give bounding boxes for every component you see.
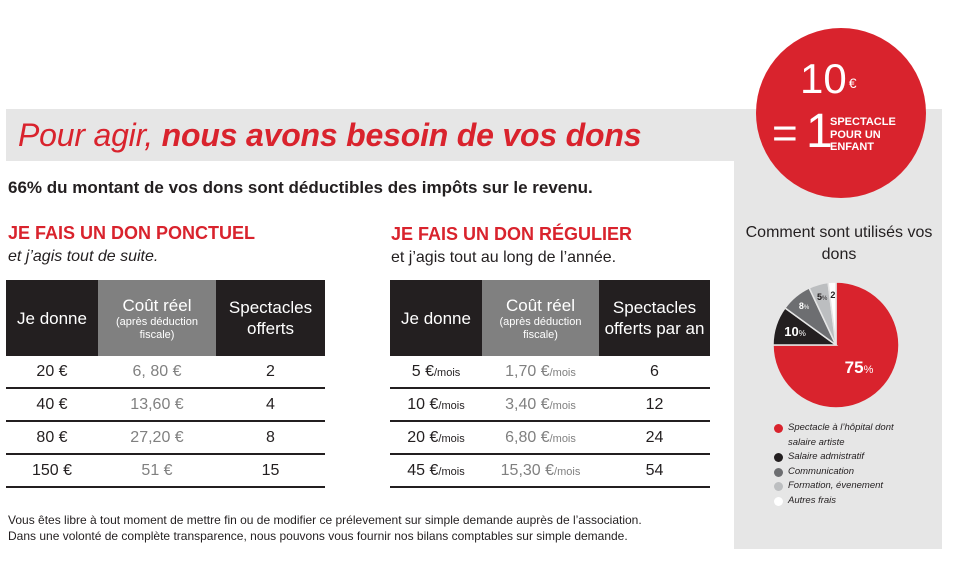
usage-pie-chart [771, 280, 901, 410]
title-bold-part: nous avons besoin de vos dons [161, 117, 642, 153]
cost-cell: 51 € [141, 462, 173, 479]
header-give [6, 280, 98, 356]
header-cost-label: Coût réel [506, 295, 575, 315]
unit-label: /mois [438, 400, 465, 412]
header-cost-note: (après déduction fiscale) [116, 315, 198, 341]
table-row [390, 455, 710, 488]
legend-label: Communication [788, 465, 854, 477]
shows-cell: 24 [645, 429, 664, 446]
ponctuel-table [6, 280, 325, 485]
give-value: 45 € [407, 462, 439, 479]
header-shows [599, 280, 710, 356]
footer-note [8, 512, 642, 544]
give-cell [390, 422, 482, 453]
legend-swatch [774, 453, 783, 462]
cost-cell [482, 356, 599, 387]
pie-unit: % [863, 364, 874, 377]
badge-equals: = [772, 109, 798, 158]
shows-cell: 12 [645, 396, 664, 413]
page-title [18, 116, 641, 154]
legend-item [774, 465, 900, 480]
legend-label: Formation, évenement [788, 480, 884, 491]
legend-swatch [774, 468, 783, 477]
give-cell: 40 € [36, 396, 68, 413]
badge-amount-value: 10 [800, 55, 847, 102]
cost-value: 1,70 € [505, 363, 550, 380]
cost-cell: 13,60 € [130, 396, 184, 413]
pie-slice-label [830, 290, 835, 300]
regulier-table [390, 280, 710, 485]
unit-label: /mois [549, 400, 576, 412]
title-light-part: Pour agir, [18, 117, 162, 153]
header-shows [216, 280, 325, 356]
pie-slice-label [799, 301, 809, 311]
pie-svg [771, 280, 901, 410]
shows-cell: 15 [261, 462, 280, 479]
cost-value: 3,40 € [505, 396, 550, 413]
give-value: 20 € [407, 429, 439, 446]
pie-value: 8 [798, 301, 804, 312]
header-cost [482, 280, 599, 356]
legend-swatch [774, 424, 783, 433]
footer-line-2: Dans une volonté de complète transparence, nous pouvons vous fournir nos bilans comptables sur simple demande. [8, 529, 628, 543]
shows-cell: 4 [266, 396, 275, 413]
legend-label: Salaire admistratif [788, 451, 865, 462]
table-row [6, 455, 325, 488]
unit-label: /mois [438, 466, 465, 478]
unit-label: /mois [433, 367, 461, 379]
header-give-label: Je donne [17, 308, 87, 328]
cost-value: 6,80 € [505, 429, 550, 446]
legend-item [774, 494, 900, 509]
pie-value: 2 [830, 289, 836, 300]
give-cell [390, 455, 482, 486]
pie-slice-label [817, 292, 827, 302]
pie-legend [774, 421, 900, 508]
cost-cell: 27,20 € [130, 429, 184, 446]
ponctuel-subtitle: et j’agis tout de suite. [8, 248, 159, 265]
cost-cell [482, 389, 599, 420]
regulier-subtitle: et j’agis tout au long de l’année. [391, 249, 617, 266]
legend-swatch [774, 482, 783, 491]
cost-cell: 6, 80 € [132, 363, 182, 380]
shows-cell: 6 [650, 363, 659, 380]
table-row [390, 389, 710, 422]
pie-slice-label [845, 358, 874, 378]
pie-value: 5 [816, 291, 822, 302]
table-row [6, 422, 325, 455]
give-value: 5 € [411, 363, 434, 380]
legend-item [774, 421, 900, 450]
pie-unit: % [803, 305, 810, 312]
table-row [6, 389, 325, 422]
header-give-label: Je donne [401, 308, 471, 328]
unit-label: /mois [549, 433, 576, 445]
badge-currency: € [848, 75, 857, 91]
pie-unit: % [821, 295, 828, 302]
tax-deduction-note: 66% du montant de vos dons sont déductibles des impôts sur le revenu. [8, 178, 593, 197]
ponctuel-title: JE FAIS UN DON PONCTUEL [8, 223, 256, 243]
shows-cell: 8 [266, 429, 275, 446]
unit-label: /mois [438, 433, 465, 445]
unit-label: /mois [554, 466, 581, 478]
header-shows-label: Spectacles offerts par an [604, 298, 705, 338]
give-cell: 80 € [36, 429, 68, 446]
regulier-title: JE FAIS UN DON RÉGULIER [391, 224, 633, 244]
header-cost-label: Coût réel [122, 295, 192, 315]
badge-text: SPECTACLE POUR UN ENFANT [830, 116, 896, 153]
legend-label: Spectacle à l’hôpital dont salaire artiste [788, 422, 894, 448]
pie-value: 10 [784, 324, 799, 340]
legend-label: Autres frais [788, 494, 837, 506]
cost-cell [482, 455, 599, 486]
header-cost [98, 280, 216, 356]
header-cost-note: (après déduction fiscale) [499, 315, 582, 341]
usage-title: Comment sont utilisés vos dons [745, 224, 933, 263]
pie-value: 75 [844, 358, 864, 378]
table-row [390, 422, 710, 455]
give-cell: 20 € [36, 363, 68, 380]
cost-cell [482, 422, 599, 453]
table-row [6, 356, 325, 389]
badge-one: 1 [806, 105, 833, 158]
give-value: 10 € [407, 396, 439, 413]
legend-item [774, 479, 900, 494]
pie-unit: % [798, 329, 806, 339]
pie-slice-label [784, 324, 806, 339]
shows-cell: 2 [266, 363, 275, 380]
footer-line-1: Vous êtes libre à tout moment de mettre fin ou de modifier ce prélevement sur simple demande auprès de l’association. [8, 513, 642, 527]
table-row [390, 356, 710, 389]
header-give [390, 280, 482, 356]
cost-value: 15,30 € [500, 462, 555, 479]
give-cell [390, 356, 482, 387]
header-shows-label: Spectacles offerts [228, 298, 313, 338]
legend-item [774, 450, 900, 465]
unit-label: /mois [549, 367, 576, 379]
badge-amount [800, 55, 857, 102]
shows-cell: 54 [645, 462, 664, 479]
give-cell: 150 € [31, 462, 73, 479]
legend-swatch [774, 497, 783, 506]
give-cell [390, 389, 482, 420]
